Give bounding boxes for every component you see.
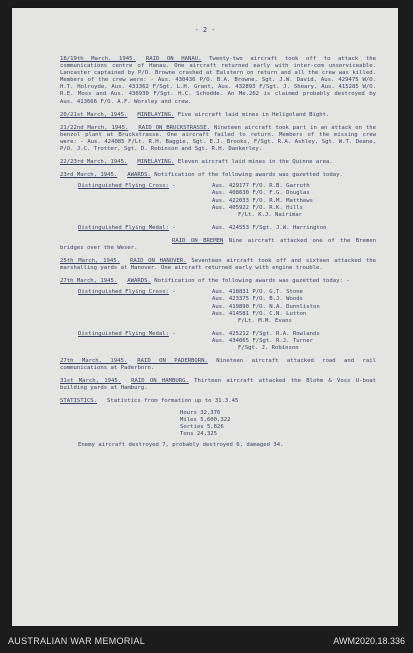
footer-accession: AWM2020.18.336 bbox=[333, 636, 405, 646]
award-recipient: Aus. 429177 F/O. R.B. Garruth bbox=[212, 183, 310, 190]
award-recipient: Aus. 414581 F/O. C.N. Lutton bbox=[212, 310, 307, 317]
award-recipient: Aus. 422033 F/O. R.M. Matthews bbox=[212, 197, 314, 204]
entry-statistics bbox=[60, 398, 376, 449]
award-recipient: Aus. 425212 F/Sgt. R.A. Rowlands bbox=[212, 330, 320, 337]
entry-bremen bbox=[60, 238, 376, 252]
award-dfc-2: Distinguished Flying Cross: - Aus. 418831 P/O. G.T. Stone Aus. 423375 F/O. B.J. Woods Aus. 419890 F/O. N.A. Dunnliston Aus. 414581 F/O. C.N. Lutton F/Lt. M.M. Evans bbox=[60, 289, 376, 324]
entry-heading: MINELAYING. bbox=[137, 159, 175, 166]
award-recipient: F/Sgt. J. Robinson bbox=[238, 345, 299, 351]
entry-heading: RAID ON PADERBORN. bbox=[137, 358, 208, 365]
entry-heading: RAID ON BREMEN bbox=[172, 237, 224, 244]
entry-heading: RAID ON HAMBURG. bbox=[131, 378, 189, 385]
award-dfc-1: Distinguished Flying Cross: - Aus. 429177 F/O. R.B. Garruth Aus. 408630 F/O. F.G. Douglas Aus. 422033 F/O. R.M. Matthews Aus. 405922 F/O. R.K. Hills F/Lt. K.J. Nairimar bbox=[60, 183, 376, 218]
stat-line: Sorties 5,826 bbox=[180, 423, 224, 430]
entry-bruckstrasse bbox=[60, 125, 376, 153]
statistics-final: Enemy aircraft destroyed 7, probably destroyed 6, damaged 34. bbox=[78, 441, 284, 448]
entry-text: Eleven aircraft laid mines in the Quinne area. bbox=[177, 159, 333, 166]
entry-hanover bbox=[60, 258, 376, 272]
statistics-list bbox=[180, 410, 376, 438]
entry-text: Notification of the following awards was gazetted today. bbox=[154, 172, 343, 179]
entry-heading: RAID ON HANAU. bbox=[145, 56, 202, 62]
award-recipient: Aus. 423375 F/O. B.J. Woods bbox=[212, 296, 303, 303]
stat-line: Hours 32,376 bbox=[180, 409, 221, 416]
entry-text: Nineteen aircraft attacked road and rail communications at Paderborn. bbox=[60, 358, 376, 372]
entry-hamburg bbox=[60, 378, 376, 392]
entry-heading: STATISTICS. bbox=[60, 398, 98, 405]
award-recipient: Aus. 408630 F/O. F.G. Douglas bbox=[212, 190, 310, 197]
stat-line: Miles 5,600,322 bbox=[180, 416, 231, 423]
award-label: Distinguished Flying Medal: bbox=[78, 330, 169, 337]
entry-heading: MINELAYING. bbox=[137, 111, 175, 118]
award-dfm-2: Distinguished Flying Medal: - Aus. 425212 F/Sgt. R.A. Rowlands Aus. 434065 F/Sgt. R.J. Turner F/Sgt. J. Robinson bbox=[60, 331, 376, 352]
entry-minelaying-2 bbox=[60, 159, 376, 166]
entry-date: 27th March, 1945. bbox=[60, 358, 128, 365]
footer-institution: AUSTRALIAN WAR MEMORIAL bbox=[8, 636, 146, 646]
document-body bbox=[60, 56, 376, 455]
award-recipient: Aus. 405922 F/O. R.K. Hills bbox=[212, 204, 303, 211]
award-label: Distinguished Flying Cross: bbox=[78, 183, 169, 190]
entry-minelaying-1 bbox=[60, 112, 376, 119]
entry-awards-2 bbox=[60, 278, 376, 352]
award-recipient: F/Lt. K.J. Nairimar bbox=[238, 211, 302, 218]
entry-date: 18/19th March, 1945. bbox=[60, 56, 136, 62]
footer-bar bbox=[0, 626, 413, 653]
entry-text: Seventeen aircraft took off and sixteen attacked the marshalling yards at Hanover. One aircraft returned early with engine trouble. bbox=[60, 258, 376, 272]
entry-date: 27th March, 1945. bbox=[60, 278, 118, 285]
entry-paderborn bbox=[60, 358, 376, 372]
award-recipient: Aus. 419890 F/O. N.A. Dunnliston bbox=[212, 303, 320, 310]
stat-line: Tons 24,325 bbox=[180, 430, 218, 437]
award-dfm-1: Distinguished Flying Medal: - Aus. 424553 F/Sgt. J.W. Harrington bbox=[60, 225, 376, 232]
entry-heading: RAID ON BRUCKSTRASSE. bbox=[138, 124, 211, 131]
entry-heading: AWARDS. bbox=[127, 172, 151, 179]
entry-text: Twenty-two aircraft took off to attack the communications centre of Hanau. One aircraft returned early with inter-com unserviceable. Lancaster captained by P/O. Browne crashed at Ealstern on return and all the crew was killed. Members of the crew were: - Aus. 430436 P/O. B.A. Browne, Sgt. J.W. David, Aus. 429475 W/O. H.T. Holroyde, Aus. 431362 F/Sgt. L.H. Grant, Aus. 432893 F/Sgt. J. Sheary, Aus. 415285 W/O. R.E. Moss and Aus. 436930 F/Sgt. H.C. Schodde. An Me.262 is claimed probably destroyed by Aus. 413666 F/O. A.F. Worsley and crew. bbox=[60, 56, 376, 105]
entry-date: 31st March, 1945. bbox=[60, 378, 122, 385]
entry-date: 23rd March, 1945. bbox=[60, 172, 118, 179]
entry-heading: RAID ON HANOVER. bbox=[129, 258, 187, 265]
entry-date: 20/21st March, 1945. bbox=[60, 111, 128, 118]
entry-text: Notification of the following awards was gazetted today: - bbox=[154, 278, 350, 285]
page-number: - 2 - bbox=[194, 26, 216, 34]
award-label: Distinguished Flying Medal: bbox=[78, 224, 169, 231]
document-page bbox=[12, 8, 398, 626]
award-recipient: Aus. 418831 P/O. G.T. Stone bbox=[212, 289, 303, 296]
entry-date: 25th March, 1945. bbox=[60, 258, 120, 265]
entry-text: Thirteen aircraft attacked the Blohm & Voss U-boat building yards at Hamburg. bbox=[60, 378, 376, 392]
award-recipient: F/Lt. M.M. Evans bbox=[238, 317, 292, 324]
award-recipient: Aus. 424553 F/Sgt. J.W. Harrington bbox=[212, 224, 327, 231]
entry-date: 21/22nd March, 1945. bbox=[60, 124, 129, 131]
entry-awards-1 bbox=[60, 172, 376, 232]
entry-text: Nineteen aircraft took part in an attack on the benzol plant at Bruckstrasse. One aircraft failed to return. Members of the missing crew were: - Aus. 424085 F/Lt. R.H. Baggie, Sgt. E.J. Brooks, F/Sgt. R.A. Ashley, Sgt. W.T. Deane, P/O. J.C. Trotter, Sgt. D. Robinson and Sgt. R.H. Dankerley. bbox=[60, 124, 376, 153]
award-label: Distinguished Flying Cross: bbox=[78, 289, 169, 296]
award-recipient: Aus. 434065 F/Sgt. R.J. Turner bbox=[212, 337, 314, 344]
entry-text: Five aircraft laid mines in Heligoland Bight. bbox=[177, 111, 330, 118]
entry-date: 22/23rd March, 1945. bbox=[60, 159, 128, 166]
entry-heading: AWARDS. bbox=[127, 278, 151, 285]
entry-hanau bbox=[60, 56, 376, 106]
entry-text: Nine aircraft attacked one of the Bremen bridges over the Weser. bbox=[60, 237, 376, 251]
entry-text: Statistics from formation up to 31.3.45 bbox=[107, 398, 239, 405]
